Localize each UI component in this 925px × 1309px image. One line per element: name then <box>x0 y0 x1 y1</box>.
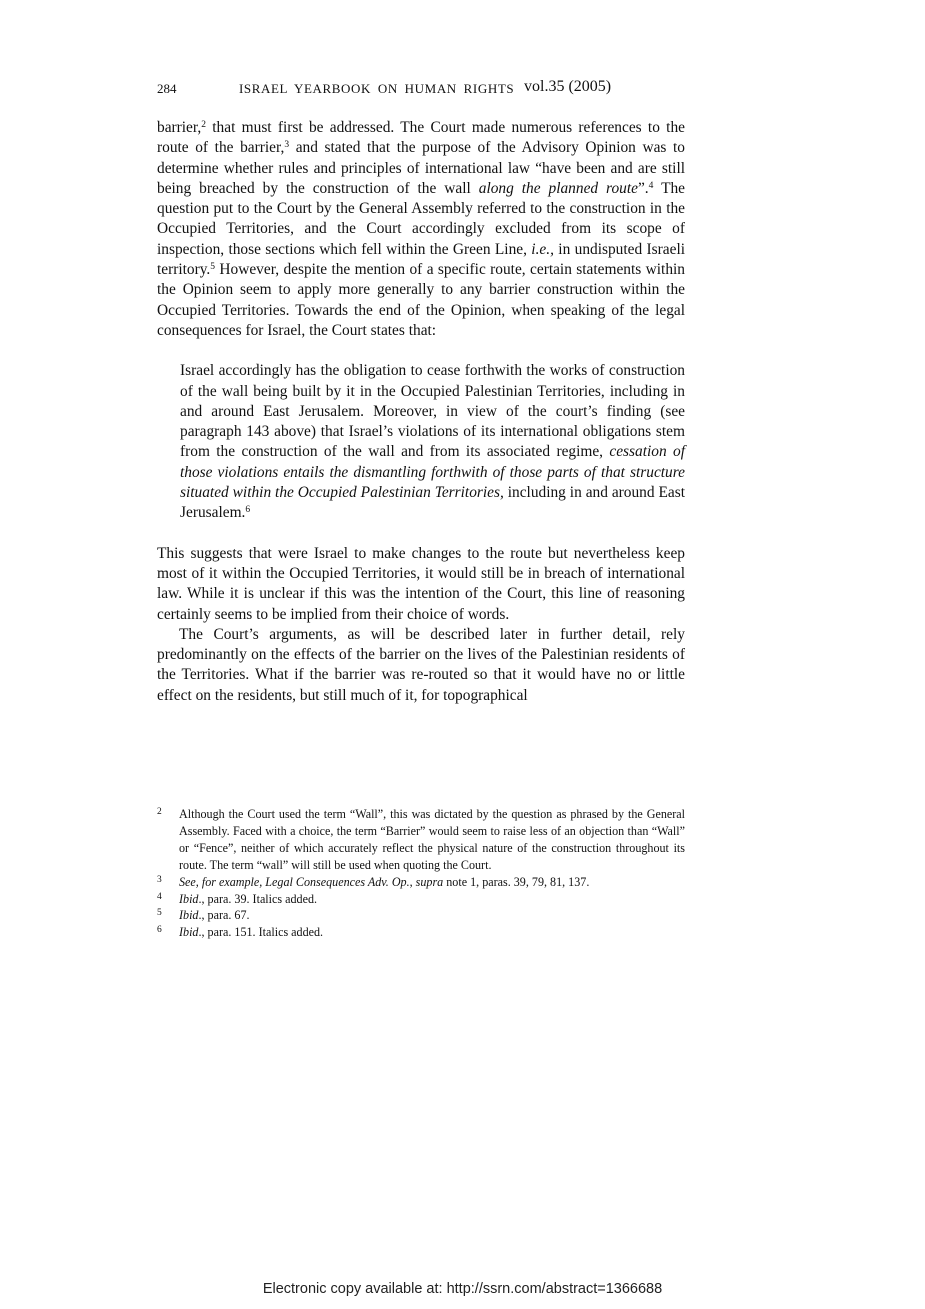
text-run: ”. <box>637 179 649 197</box>
footnotes <box>157 806 685 941</box>
footnote-ref-6: 6 <box>245 505 251 516</box>
footnote-text <box>179 907 685 924</box>
text-run: in undisputed Israeli territory. <box>157 240 685 279</box>
text-run: including in and around East Jerusalem. <box>180 484 685 522</box>
text-run: note 1, paras. 39, 79, 81, 137. <box>443 874 590 889</box>
footnote-number: 3 <box>157 874 162 885</box>
text-run: and stated that the purpose of the Advisory Opinion was to determine whether rules and principles of international law “have been and are still being breached by the construction of the wall <box>157 139 686 197</box>
running-title: ISRAEL YEARBOOK ON HUMAN RIGHTS <box>239 81 515 96</box>
paragraph-2: This suggests that were Israel to make changes to the route but nevertheless keep most of it within the Occupied Territories, it would still be in breach of international law. While it is unclear if this was the intention of the Court, this line of reasoning certainly seems to be implied from their choice of words. <box>157 544 685 623</box>
footnote <box>157 891 685 908</box>
footnote-text: Although the Court used the term “Wall”, this was dictated by the question as phrased by the General Assembly. Faced with a choice, the term “Barrier” would seem to raise less of an objection than “Wall” or “Fence”, neither of which accurately reflect the physical nature of the construction throughout its route. The term “wall” will still be used when quoting the Court. <box>179 807 685 872</box>
footnote-ref-3: 3 <box>284 140 290 151</box>
italic-text: along the planned route <box>478 179 638 197</box>
footnote-text <box>179 924 685 941</box>
italic-text: i.e., <box>531 240 554 258</box>
footnote-number: 2 <box>157 807 162 817</box>
text-run: ., para. 67. <box>198 908 250 923</box>
footnote <box>157 907 685 924</box>
paragraph-3: The Court’s arguments, as will be described later in further detail, rely predominantly on the effects of the barrier on the lives of the Palestinian residents of the Territories. What if the barrier was re-routed so that it would have no or little effect on the residents, but still much of it, for topographical <box>157 625 685 704</box>
ssrn-footer: Electronic copy available at: http://ssrn.com/abstract=1366688 <box>262 1281 663 1297</box>
text-run: ., para. 39. Italics added. <box>198 891 318 906</box>
footnote-ref-2: 2 <box>201 120 206 130</box>
italic-text: supra <box>415 874 444 889</box>
page-number: 284 <box>157 81 177 96</box>
footnote-text <box>179 891 685 908</box>
body-text <box>157 118 685 706</box>
footnote <box>157 806 685 874</box>
footnote-ref-5: 5 <box>210 262 216 273</box>
text-run: The question put to the Court by the General Assembly referred to the construction in the Occupied Territories, and the Court accordingly excluded from its scope of inspection, those sections which fell within the Green Line, <box>157 179 686 258</box>
italic-text: Ibid <box>179 908 199 923</box>
volume-label: vol.35 (2005) <box>524 78 612 95</box>
text-run: that must first be addressed. The Court made numerous references to the route of the barrier, <box>157 119 685 157</box>
text-run: barrier, <box>157 119 202 136</box>
footnote-number: 6 <box>157 925 162 936</box>
text-run: ., para. 151. Italics added. <box>198 925 324 940</box>
text-run: , <box>409 874 416 889</box>
text-run: However, despite the mention of a specific route, certain statements within the Opinion seem to apply more generally to any barrier construction within the Occupied Territories. Towards the end of the Opinion, when speaking of the legal consequences for Israel, the Court states that: <box>157 261 685 339</box>
italic-text: Ibid <box>179 925 199 940</box>
footnote-number: 4 <box>157 891 162 902</box>
italic-text: Ibid <box>179 891 199 906</box>
block-quote <box>180 361 685 523</box>
paragraph-1 <box>157 118 685 341</box>
footnote-ref-4: 4 <box>648 180 654 191</box>
footnote-number: 5 <box>157 908 162 919</box>
footnote <box>157 874 685 891</box>
italic-text: cessation of those violations entails the dismantling forthwith of those parts of that structure situated within the Occupied Palestinian Territories, <box>180 443 686 502</box>
italic-text: See, for example, Legal Consequences Adv. Op. <box>179 874 410 889</box>
footnote <box>157 924 685 941</box>
footnote-text <box>179 874 685 891</box>
text-run: Israel accordingly has the obligation to cease forthwith the works of construction of the wall being built by it in the Occupied Palestinian Territories, including in and around East Jerusalem. Moreover, in view of the court’s finding (see paragraph 143 above) that Israel’s violations of its international obligations stem from the construction of the wall and from its associated regime, <box>180 362 685 461</box>
